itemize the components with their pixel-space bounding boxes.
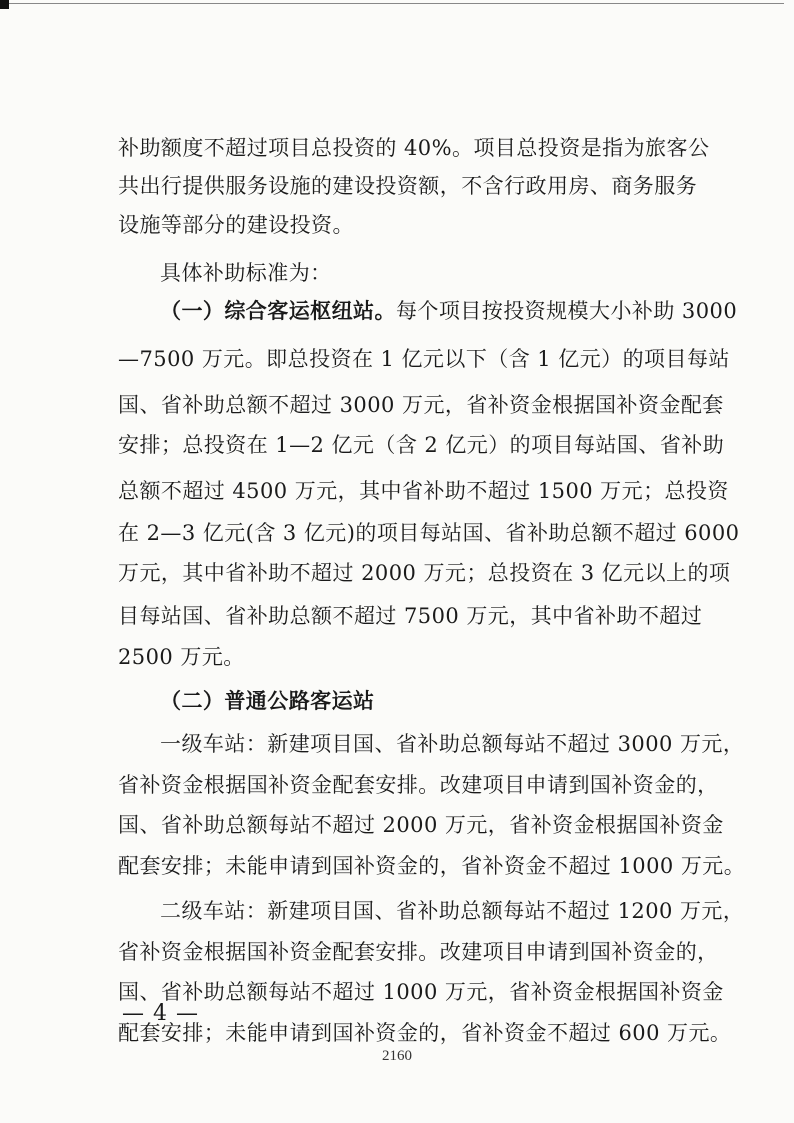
body-line-8: [118, 431, 725, 459]
body-line-9-text: 总额不超过 4500 万元，其中省补助不超过 1500 万元；总投资: [118, 479, 729, 503]
body-line-2-text: 共出行提供服务设施的建设投资额，不含行政用房、商务服务: [118, 174, 698, 198]
scan-top-edge-line: [9, 3, 784, 4]
body-line-11: [118, 559, 731, 587]
body-line-16-text: 省补资金根据国补资金配套安排。改建项目申请到国补资金的，: [118, 773, 719, 797]
body-line-21-text: 国、省补助总额每站不超过 1000 万元，省补资金根据国补资金: [118, 980, 724, 1004]
scan-corner-mark: [0, 0, 9, 9]
body-line-12: [118, 602, 703, 630]
body-line-5: [160, 297, 738, 325]
body-line-20-text: 省补资金根据国补资金配套安排。改建项目申请到国补资金的，: [118, 940, 719, 964]
section-heading-highway-stations: （二）普通公路客运站: [160, 688, 375, 713]
body-line-19-text: 二级车站：新建项目国、省补助总额每站不超过 1200 万元，: [160, 899, 745, 923]
body-line-4-text: 具体补助标准为：: [160, 261, 332, 285]
body-line-13-text: 2500 万元。: [118, 645, 245, 669]
body-line-18-text: 配套安排；未能申请到国补资金的，省补资金不超过 1000 万元。: [118, 854, 746, 878]
body-line-7-text: 国、省补助总额不超过 3000 万元，省补资金根据国补资金配套: [118, 393, 724, 417]
body-line-3: [118, 211, 694, 239]
body-line-7: [118, 391, 724, 419]
page-number: — 4 —: [122, 1001, 199, 1026]
body-line-22: [118, 1019, 732, 1047]
body-line-6: [118, 345, 730, 373]
body-line-5-text: 每个项目按投资规模大小补助 3000: [395, 299, 738, 323]
body-line-8-text: 安排；总投资在 1—2 亿元（含 2 亿元）的项目每站国、省补助: [118, 433, 725, 457]
body-line-4: [160, 259, 694, 287]
body-line-17: [118, 811, 724, 839]
body-line-9: [118, 477, 729, 505]
body-line-10: [118, 519, 740, 547]
body-line-14: [160, 687, 694, 715]
body-line-15: [160, 730, 745, 758]
body-line-12-text: 目每站国、省补助总额不超过 7500 万元，其中省补助不超过: [118, 604, 703, 628]
body-line-1: [118, 134, 710, 162]
body-line-11-text: 万元，其中省补助不超过 2000 万元；总投资在 3 亿元以上的项: [118, 561, 731, 585]
body-line-16: [118, 771, 719, 799]
body-line-22-text: 配套安排；未能申请到国补资金的，省补资金不超过 600 万元。: [118, 1021, 732, 1045]
body-line-13: [118, 643, 694, 671]
body-line-20: [118, 938, 719, 966]
body-line-6-text: —7500 万元。即总投资在 1 亿元以下（含 1 亿元）的项目每站: [118, 347, 730, 371]
body-line-1-text: 补助额度不超过项目总投资的 40%。项目总投资是指为旅客公: [118, 136, 710, 160]
body-line-15-text: 一级车站：新建项目国、省补助总额每站不超过 3000 万元，: [160, 732, 745, 756]
body-line-3-text: 设施等部分的建设投资。: [118, 213, 354, 237]
body-line-10-text: 在 2—3 亿元(含 3 亿元)的项目每站国、省补助总额不超过 6000: [118, 521, 740, 545]
body-line-19: [160, 897, 745, 925]
body-line-18: [118, 852, 746, 880]
body-line-2: [118, 172, 698, 200]
body-line-17-text: 国、省补助总额每站不超过 2000 万元，省补资金根据国补资金: [118, 813, 724, 837]
body-line-21: [118, 978, 724, 1006]
section-heading-hub-stations: （一）综合客运枢纽站。: [160, 298, 396, 323]
footer-sequence-number: 2160: [382, 1048, 412, 1064]
